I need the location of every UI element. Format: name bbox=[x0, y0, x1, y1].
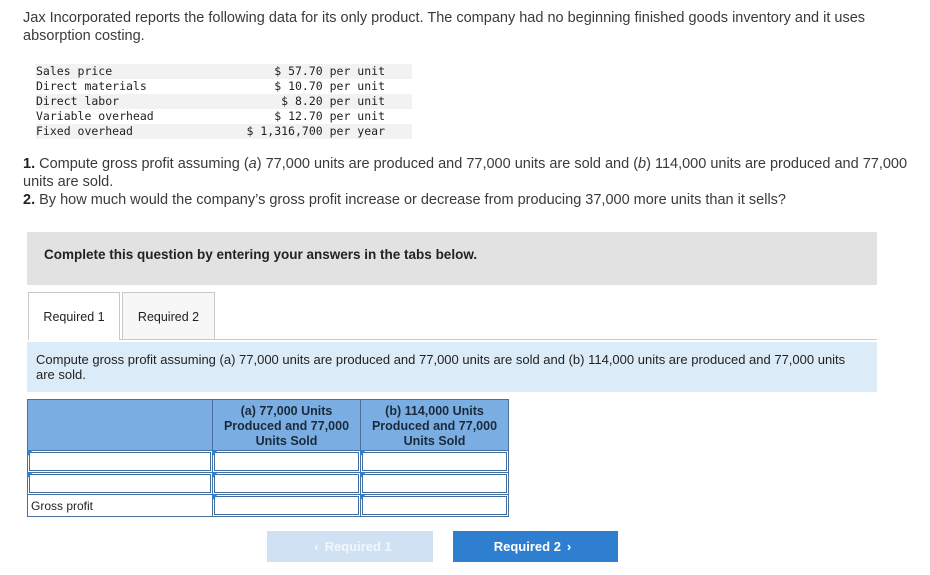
given-value: $ 8.20 per unit bbox=[281, 94, 385, 108]
tab-required-1[interactable]: Required 1 bbox=[28, 292, 120, 340]
given-label: Direct labor bbox=[36, 94, 120, 108]
dropdown-indicator-icon bbox=[360, 494, 366, 501]
question-2: 2. By how much would the company’s gross profit increase or decrease from producing 37,000 more units than it sells? bbox=[23, 192, 786, 208]
amount-input-a[interactable] bbox=[213, 473, 361, 495]
row-label-input[interactable] bbox=[28, 451, 213, 473]
instruction-text: Compute gross profit assuming (a) 77,000 units are produced and 77,000 units are sold and (b) 114,000 units are produced and 77,000 units are sold. bbox=[36, 352, 846, 382]
gross-profit-input-b[interactable] bbox=[361, 495, 509, 517]
dropdown-indicator-icon bbox=[212, 450, 218, 457]
table-row bbox=[28, 473, 509, 495]
dropdown-indicator-icon bbox=[212, 494, 218, 501]
next-required-button[interactable]: Required 2 › bbox=[453, 531, 618, 562]
gross-profit-input-a[interactable] bbox=[213, 495, 361, 517]
amount-input-a[interactable] bbox=[213, 451, 361, 473]
question-list bbox=[23, 155, 913, 209]
header-col-a: (a) 77,000 Units Produced and 77,000 Units Sold bbox=[213, 400, 361, 451]
given-value: $ 12.70 per unit bbox=[274, 109, 385, 123]
tab-instruction bbox=[27, 342, 877, 392]
table-row bbox=[28, 451, 509, 473]
amount-input-b[interactable] bbox=[361, 473, 509, 495]
instructions-banner bbox=[27, 232, 877, 285]
dropdown-indicator-icon bbox=[27, 472, 33, 479]
chevron-right-icon: › bbox=[566, 539, 572, 554]
gross-profit-label: Gross profit bbox=[28, 495, 213, 517]
given-value: $ 1,316,700 per year bbox=[246, 124, 385, 138]
given-label: Sales price bbox=[36, 64, 113, 78]
header-col-b: (b) 114,000 Units Produced and 77,000 Units Sold bbox=[361, 400, 509, 451]
table-row bbox=[28, 495, 509, 517]
answer-table bbox=[27, 399, 509, 517]
given-label: Variable overhead bbox=[36, 109, 154, 123]
banner-text: Complete this question by entering your answers in the tabs below. bbox=[44, 247, 478, 262]
dropdown-indicator-icon bbox=[360, 450, 366, 457]
given-value: $ 57.70 per unit bbox=[274, 64, 385, 78]
row-label-input[interactable] bbox=[28, 473, 213, 495]
given-value: $ 10.70 per unit bbox=[274, 79, 385, 93]
given-label: Fixed overhead bbox=[36, 124, 133, 138]
chevron-left-icon: ‹ bbox=[314, 539, 319, 554]
prev-required-button[interactable]: ‹ Required 1 bbox=[267, 531, 433, 562]
question-1: 1. Compute gross profit assuming (a) 77,000 units are produced and 77,000 units are sold and (b) 114,000 units are produced and 77,000 units are sold. bbox=[23, 156, 908, 190]
dropdown-indicator-icon bbox=[360, 472, 366, 479]
dropdown-indicator-icon bbox=[212, 472, 218, 479]
problem-intro: Jax Incorporated reports the following data for its only product. The company had no beginning finished goods inventory and it uses absorption costing. bbox=[23, 10, 866, 44]
given-label: Direct materials bbox=[36, 79, 147, 93]
dropdown-indicator-icon bbox=[27, 450, 33, 457]
amount-input-b[interactable] bbox=[361, 451, 509, 473]
tab-required-2[interactable]: Required 2 bbox=[122, 292, 215, 340]
table-header-row bbox=[28, 400, 509, 451]
tab-divider bbox=[120, 339, 877, 340]
header-blank-cell bbox=[28, 400, 213, 451]
